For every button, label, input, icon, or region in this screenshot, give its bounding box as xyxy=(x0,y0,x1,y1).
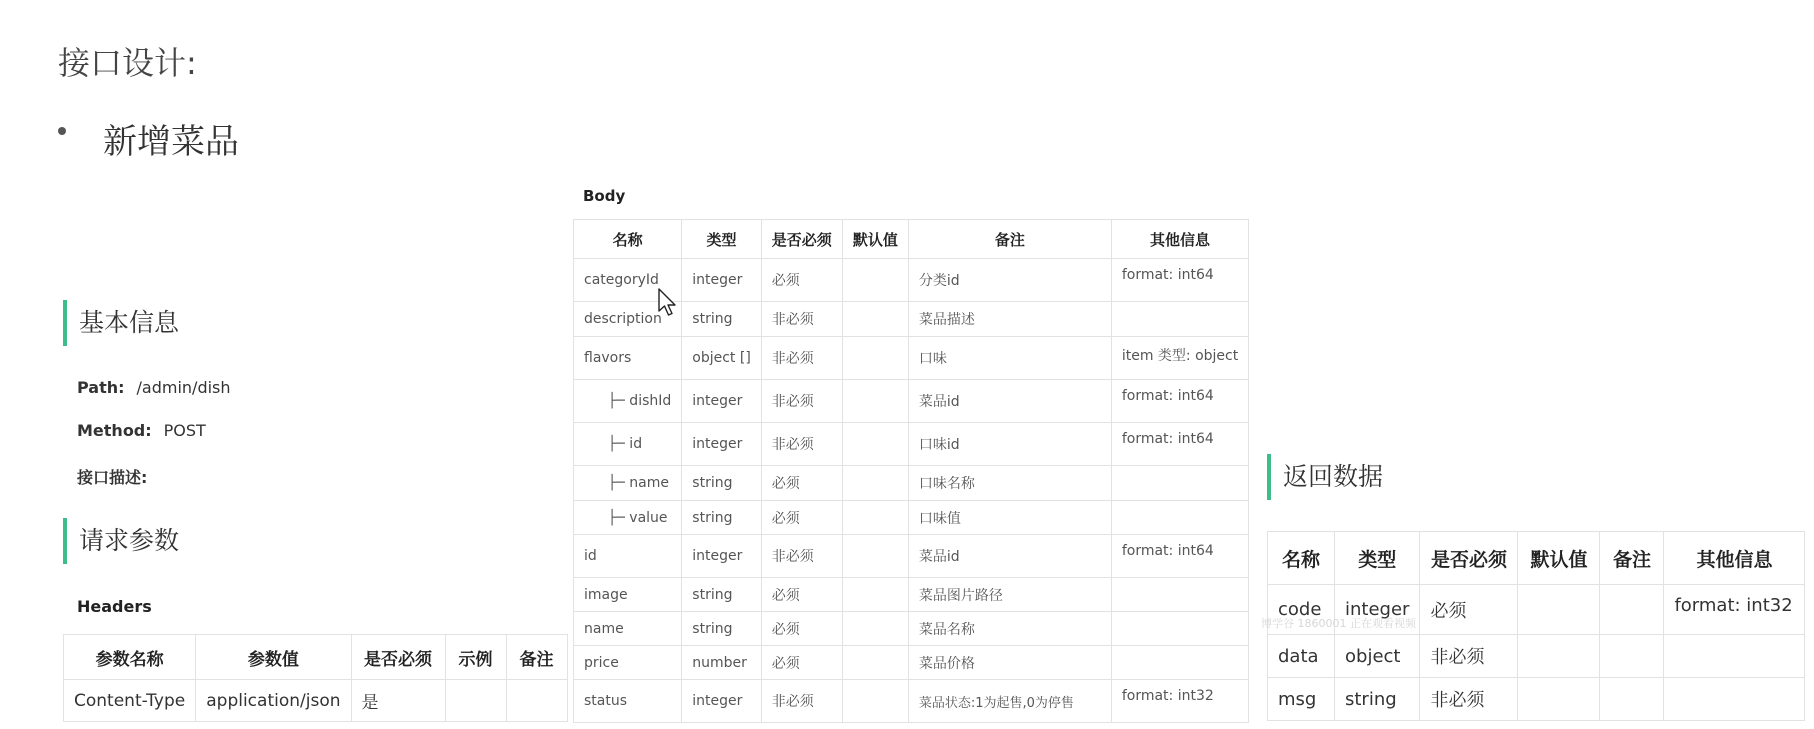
table-cell: integer xyxy=(682,380,762,423)
table-cell xyxy=(506,680,567,722)
response-heading: 返回数据 xyxy=(1267,454,1383,500)
table-cell: 菜品价格 xyxy=(908,646,1111,680)
table-cell xyxy=(1518,678,1600,721)
table-row xyxy=(1268,678,1805,721)
table-cell: image xyxy=(574,578,682,612)
column-header: 备注 xyxy=(908,220,1111,259)
table-cell xyxy=(1664,678,1805,721)
table-row xyxy=(574,680,1249,723)
table-cell: 非必须 xyxy=(1420,635,1518,678)
column-header: 其他信息 xyxy=(1111,220,1248,259)
table-cell: msg xyxy=(1268,678,1335,721)
table-cell: 口味 xyxy=(908,337,1111,380)
table-cell xyxy=(842,466,908,501)
table-cell: 分类id xyxy=(908,259,1111,302)
method-row xyxy=(77,421,206,440)
table-cell: 菜品状态:1为起售,0为停售 xyxy=(908,680,1111,723)
column-header: 类型 xyxy=(682,220,762,259)
table-cell: ├─ value xyxy=(574,501,682,535)
table-cell: 菜品id xyxy=(908,380,1111,423)
table-cell: string xyxy=(1335,678,1420,721)
table-cell: code xyxy=(1268,585,1335,635)
body-table-header xyxy=(574,220,1249,259)
table-cell: 必须 xyxy=(761,501,842,535)
column-header: 备注 xyxy=(506,635,567,680)
table-cell: 非必须 xyxy=(761,302,842,337)
basic-info-heading: 基本信息 xyxy=(63,300,179,346)
table-cell: 菜品图片路径 xyxy=(908,578,1111,612)
table-cell: 必须 xyxy=(1420,585,1518,635)
table-cell: integer xyxy=(682,259,762,302)
method-value: POST xyxy=(163,421,206,440)
table-cell: id xyxy=(574,535,682,578)
column-header: 备注 xyxy=(1600,532,1664,585)
body-label: Body xyxy=(583,187,626,205)
table-cell xyxy=(1600,635,1664,678)
path-row xyxy=(77,378,231,397)
table-cell: format: int64 xyxy=(1111,259,1248,302)
table-cell xyxy=(1664,635,1805,678)
table-cell: 必须 xyxy=(761,259,842,302)
table-cell: ├─ id xyxy=(574,423,682,466)
table-row xyxy=(574,337,1249,380)
table-cell xyxy=(842,259,908,302)
table-cell: 口味id xyxy=(908,423,1111,466)
table-cell: 必须 xyxy=(761,646,842,680)
table-cell: integer xyxy=(682,535,762,578)
table-cell xyxy=(842,535,908,578)
table-cell: 菜品名称 xyxy=(908,612,1111,646)
table-cell: data xyxy=(1268,635,1335,678)
table-cell: item 类型: object xyxy=(1111,337,1248,380)
table-cell: object [] xyxy=(682,337,762,380)
mouse-cursor-icon xyxy=(658,288,678,318)
table-cell xyxy=(842,680,908,723)
page-title: 接口设计: xyxy=(58,44,197,82)
table-cell: 非必须 xyxy=(761,380,842,423)
path-label: Path: xyxy=(77,378,125,397)
bullet-dot xyxy=(58,127,66,135)
table-cell xyxy=(1518,635,1600,678)
table-cell: integer xyxy=(682,680,762,723)
path-value: /admin/dish xyxy=(136,378,231,397)
table-cell: 是 xyxy=(351,680,445,722)
table-cell: integer xyxy=(682,423,762,466)
table-cell xyxy=(842,646,908,680)
table-cell: format: int32 xyxy=(1664,585,1805,635)
table-cell xyxy=(1111,302,1248,337)
table-cell: categoryId xyxy=(574,259,682,302)
headers-table xyxy=(63,634,568,722)
method-label: Method: xyxy=(77,421,152,440)
table-cell xyxy=(445,680,506,722)
table-row xyxy=(64,680,568,722)
table-cell xyxy=(1600,585,1664,635)
table-cell: string xyxy=(682,612,762,646)
bullet-heading: 新增菜品 xyxy=(103,122,239,162)
table-cell xyxy=(1111,612,1248,646)
table-cell xyxy=(842,578,908,612)
table-cell: status xyxy=(574,680,682,723)
table-cell: price xyxy=(574,646,682,680)
table-cell xyxy=(842,612,908,646)
table-row xyxy=(1268,635,1805,678)
table-cell: number xyxy=(682,646,762,680)
table-cell: 非必须 xyxy=(761,337,842,380)
column-header: 是否必须 xyxy=(351,635,445,680)
table-cell: 菜品描述 xyxy=(908,302,1111,337)
table-cell: integer xyxy=(1335,585,1420,635)
table-cell: ├─ dishId xyxy=(574,380,682,423)
table-cell: 必须 xyxy=(761,466,842,501)
table-cell: 非必须 xyxy=(761,423,842,466)
table-cell: ├─ name xyxy=(574,466,682,501)
table-cell: string xyxy=(682,501,762,535)
headers-table-header xyxy=(64,635,568,680)
table-row xyxy=(574,535,1249,578)
table-cell: Content-Type xyxy=(64,680,196,722)
column-header: 名称 xyxy=(574,220,682,259)
table-row xyxy=(574,423,1249,466)
table-cell xyxy=(842,380,908,423)
table-cell xyxy=(842,423,908,466)
table-cell: 口味值 xyxy=(908,501,1111,535)
column-header: 是否必须 xyxy=(761,220,842,259)
table-cell xyxy=(1518,585,1600,635)
table-row xyxy=(574,646,1249,680)
table-cell: 必须 xyxy=(761,612,842,646)
table-cell: 必须 xyxy=(761,578,842,612)
column-header: 其他信息 xyxy=(1664,532,1805,585)
table-cell xyxy=(842,337,908,380)
request-params-heading: 请求参数 xyxy=(63,518,179,564)
column-header: 是否必须 xyxy=(1420,532,1518,585)
description-row xyxy=(77,465,147,488)
table-cell: flavors xyxy=(574,337,682,380)
table-cell: format: int32 xyxy=(1111,680,1248,723)
table-row xyxy=(574,612,1249,646)
table-cell: object xyxy=(1335,635,1420,678)
table-cell xyxy=(1111,501,1248,535)
table-cell xyxy=(1111,578,1248,612)
table-row xyxy=(574,578,1249,612)
table-row xyxy=(574,466,1249,501)
table-cell: description xyxy=(574,302,682,337)
column-header: 参数名称 xyxy=(64,635,196,680)
description-label: 接口描述: xyxy=(77,468,148,487)
column-header: 示例 xyxy=(445,635,506,680)
table-cell: application/json xyxy=(196,680,351,722)
column-header: 默认值 xyxy=(1518,532,1600,585)
table-cell xyxy=(842,302,908,337)
watermark: 博学谷 1860001 正在观看视频 xyxy=(1261,617,1416,630)
table-cell: name xyxy=(574,612,682,646)
table-cell xyxy=(842,501,908,535)
table-cell xyxy=(1111,466,1248,501)
table-cell: 菜品id xyxy=(908,535,1111,578)
table-row xyxy=(574,380,1249,423)
headers-label: Headers xyxy=(77,597,152,616)
table-cell: 非必须 xyxy=(761,535,842,578)
column-header: 参数值 xyxy=(196,635,351,680)
table-cell: format: int64 xyxy=(1111,423,1248,466)
table-cell: string xyxy=(682,578,762,612)
column-header: 名称 xyxy=(1268,532,1335,585)
table-cell: 非必须 xyxy=(761,680,842,723)
column-header: 默认值 xyxy=(842,220,908,259)
table-cell: string xyxy=(682,302,762,337)
response-table-header xyxy=(1268,532,1805,585)
table-cell: format: int64 xyxy=(1111,380,1248,423)
column-header: 类型 xyxy=(1335,532,1420,585)
table-cell: string xyxy=(682,466,762,501)
table-cell: 非必须 xyxy=(1420,678,1518,721)
table-cell xyxy=(1111,646,1248,680)
table-cell: 口味名称 xyxy=(908,466,1111,501)
table-cell: format: int64 xyxy=(1111,535,1248,578)
table-row xyxy=(574,501,1249,535)
table-cell xyxy=(1600,678,1664,721)
